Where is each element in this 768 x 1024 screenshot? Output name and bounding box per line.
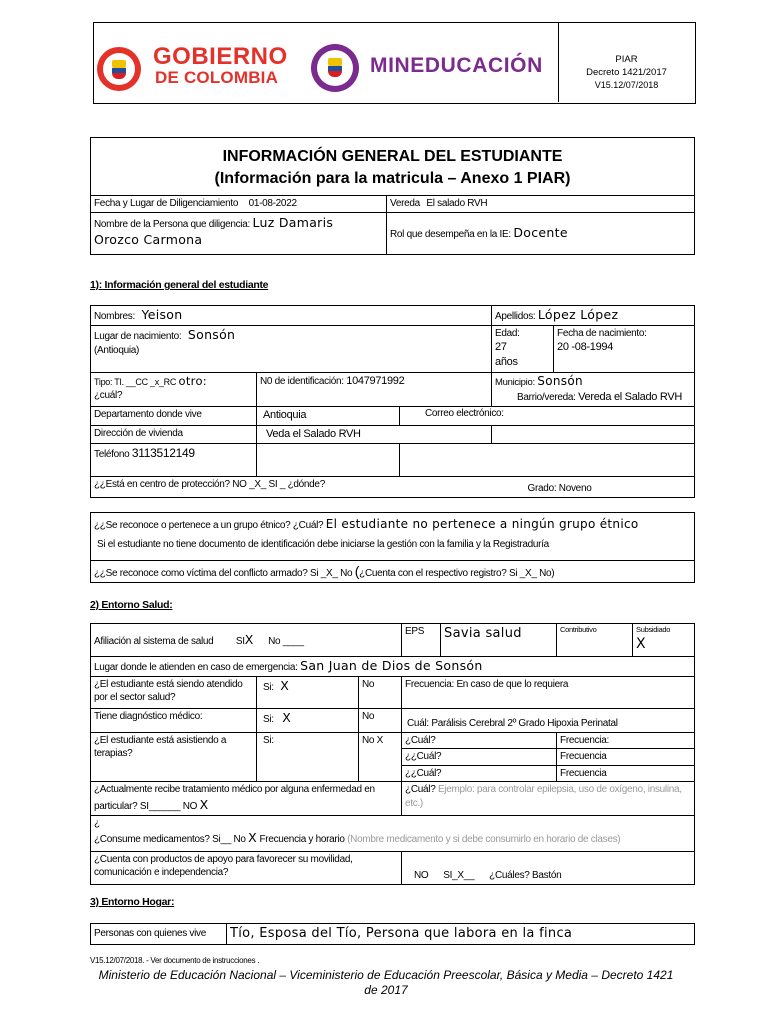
diag-q: Tiene diagnóstico médico:: [94, 710, 203, 722]
telefono-label: Teléfono: [94, 448, 130, 460]
fecha-label: Fecha y Lugar de Diligenciamiento: [94, 198, 239, 209]
personas-label-cell: [91, 924, 227, 945]
depto-value[interactable]: Antioquia: [263, 408, 307, 421]
apellidos-cell: [492, 306, 695, 326]
terapias-si-cell[interactable]: [257, 732, 359, 782]
min-seal-icon: [311, 44, 359, 92]
direccion-label-cell: [91, 425, 257, 443]
footer-version[interactable]: V15.12/07/2018. - Ver documento de instrucciones .: [90, 956, 260, 965]
subsidiado-cell[interactable]: [633, 624, 695, 657]
diag-cual-cell: [402, 708, 695, 732]
persona-value-2[interactable]: Orozco Carmona: [94, 231, 203, 247]
proteccion-cell: [91, 476, 492, 497]
victima-paren: (: [354, 563, 360, 580]
terapias-freq-3-cell[interactable]: [557, 765, 695, 782]
direccion-label: Dirección de vivienda: [94, 427, 183, 439]
terapias-freq-1: Frecuencia:: [560, 734, 609, 746]
terapias-cual-3-cell[interactable]: [402, 765, 557, 782]
doc-decree: Decreto 1421/2017: [586, 67, 667, 78]
vereda-label: Vereda: [390, 198, 420, 209]
telefono-empty: [400, 443, 695, 476]
min-name: MINEDUCACIÓN: [370, 54, 543, 77]
atendido-si: Si:: [263, 681, 274, 693]
lugar-nac-cell: [91, 325, 492, 372]
meds-x[interactable]: X: [248, 830, 257, 846]
afiliacion-si: SI: [235, 635, 245, 647]
depto-label-cell: [91, 406, 257, 425]
emergencia-value[interactable]: San Juan de Dios de Sonsón: [300, 658, 483, 673]
apoyo-q-cell: [91, 851, 402, 884]
afiliacion-x[interactable]: X: [244, 631, 254, 647]
terapias-freq-1-cell[interactable]: [557, 732, 695, 749]
tratamiento-q-cell: [91, 782, 402, 815]
persona-cell: [91, 213, 387, 255]
correo-label: Correo electrónico:: [425, 407, 504, 419]
terapias-cual-1: ¿Cuál?: [405, 734, 436, 746]
fecha-nac-cell: [554, 325, 695, 372]
fecha-cell: [91, 196, 387, 213]
afiliacion-cell: [91, 624, 402, 657]
eps-value-cell: [441, 624, 557, 657]
meds-cell: [91, 815, 695, 851]
terapias-no: No X: [362, 734, 384, 746]
edad-unit: años: [495, 356, 518, 369]
fecha-nac-label: Fecha de nacimiento:: [557, 327, 647, 339]
section3-heading: 3) Entorno Hogar:: [90, 896, 175, 908]
diag-si: Si:: [263, 713, 274, 725]
section2-table: [90, 623, 695, 885]
atendido-q-cell: [91, 676, 257, 708]
persona-label: Nombre de la Persona que diligencia:: [94, 219, 250, 230]
edad-label: Edad:: [495, 327, 520, 339]
emergencia-label: Lugar donde le atienden en caso de emergencia:: [94, 662, 298, 673]
diag-si-cell[interactable]: [257, 708, 359, 732]
atendido-no: No: [362, 678, 375, 690]
terapias-cual-2-cell[interactable]: [402, 749, 557, 766]
personas-value[interactable]: Tío, Esposa del Tío, Persona que labora en la finca: [230, 926, 573, 942]
personas-label: Personas con quienes vive: [94, 928, 207, 940]
vereda-value[interactable]: El salado RVH: [426, 198, 488, 209]
personas-value-cell: [227, 924, 695, 945]
title-table: [90, 137, 695, 255]
footer-ministerio: Ministerio de Educación Nacional – Viceministerio de Educación Preescolar, Básica y Media – Decreto 1421 de 2017: [98, 968, 674, 997]
section3-table: [90, 923, 695, 945]
terapias-freq-2: Frecuencia: [560, 751, 607, 763]
afiliacion-label: Afiliación al sistema de salud: [94, 635, 214, 647]
proteccion-q[interactable]: ¿¿Está en centro de protección? NO _X_ SI _ ¿dónde?: [94, 478, 325, 490]
meds-q1: ¿: [94, 817, 100, 829]
telefono-mid: [257, 443, 400, 476]
persona-value-1[interactable]: Luz Damaris: [252, 215, 334, 230]
terapias-freq-2-cell[interactable]: [557, 749, 695, 766]
diag-no: No: [362, 710, 375, 722]
tipo-cual: ¿cuál?: [94, 390, 123, 402]
terapias-q-cell: [91, 732, 257, 782]
subsidiado-label: Subsidiado: [636, 625, 671, 634]
etnico-a[interactable]: El estudiante no pertenece a ningún grupo étnico: [325, 517, 639, 531]
municipio-label: Municipio:: [495, 376, 535, 388]
meds-hint[interactable]: (Nombre medicamento y si debe consumirlo en horario de clases): [347, 834, 621, 846]
emergencia-cell: [91, 657, 695, 677]
nombres-value[interactable]: Yeison: [141, 307, 183, 322]
atendido-q: ¿El estudiante está siendo atendido por el sector salud?: [94, 678, 243, 704]
etnico-table: [90, 512, 695, 583]
id-label: N0 de identificación:: [260, 375, 344, 387]
rol-label: Rol que desempeña en la IE:: [390, 229, 511, 241]
doc-note: Si el estudiante no tiene documento de identificación debe iniciarse la gestión con la familia y la Registraduría: [97, 538, 549, 550]
apoyo-a-cell: [402, 851, 695, 884]
gov-seal-icon: [97, 47, 141, 91]
apoyo-a[interactable]: NO SI_X__ ¿Cuáles? Bastón: [414, 870, 562, 882]
rol-cell: [387, 213, 695, 255]
victima-reg[interactable]: ¿Cuenta con el respectivo registro? Si _X_ No): [359, 568, 555, 580]
correo-cell: [400, 406, 695, 425]
victima-cell: [91, 561, 695, 583]
rol-value[interactable]: Docente: [513, 225, 568, 241]
meds-freq: Frecuencia y horario: [259, 834, 345, 846]
eps-value[interactable]: Savia salud: [444, 626, 522, 641]
tipo-label: Tipo: TI. __CC _x_RC: [94, 376, 177, 387]
municipio-cell: [492, 372, 695, 406]
nombres-cell: [91, 306, 492, 326]
subsidiado-x[interactable]: X: [636, 636, 646, 653]
lugar-nac-dep[interactable]: (Antioquia): [94, 344, 140, 356]
id-cell: [257, 372, 492, 406]
nombres-label: Nombres:: [94, 311, 135, 322]
terapias-freq-3: Frecuencia: [560, 767, 607, 779]
gov-name-line1: GOBIERNO: [153, 43, 288, 70]
atendido-no-cell[interactable]: [359, 676, 402, 708]
contributivo-cell[interactable]: [557, 624, 633, 657]
tratamiento-cual-cell: [402, 782, 695, 815]
doc-code: PIAR: [615, 54, 638, 65]
apellidos-value[interactable]: López López: [537, 307, 619, 322]
doc-version: V15.12/07/2018: [594, 80, 659, 90]
telefono-cell: [91, 443, 257, 476]
section1-table: [90, 305, 695, 498]
fecha-value[interactable]: 01-08-2022: [248, 198, 297, 209]
eps-label-cell: [402, 624, 441, 657]
apellidos-label: Apellidos:: [495, 311, 536, 322]
diag-q-cell: [91, 708, 257, 732]
etnico-cell: [91, 513, 695, 561]
tratamiento-q[interactable]: ¿Actualmente recibe tratamiento médico por alguna enfermedad en particular? SI______ NO: [94, 784, 375, 812]
vereda-cell: [387, 196, 695, 213]
terapias-q: ¿El estudiante está asistiendo a terapias?: [94, 734, 227, 760]
diag-cual[interactable]: Cuál: Parálisis Cerebral 2º Grado Hipoxia Perinatal: [407, 718, 618, 730]
lugar-nac-label: Lugar de nacimiento:: [94, 330, 182, 342]
tratamiento-ejemplo[interactable]: Ejemplo: para controlar epilepsia, uso de oxígeno, insulina, etc.): [405, 784, 682, 809]
etnico-q: ¿¿Se reconoce o pertenece a un grupo étnico? ¿Cuál?: [94, 520, 324, 531]
meds-q2[interactable]: ¿Consume medicamentos? Si__ No: [94, 834, 246, 846]
tratamiento-cual: ¿Cuál?: [405, 784, 436, 796]
atendido-freq-cell: [402, 676, 695, 708]
grado-cell: [492, 476, 695, 497]
afiliacion-no[interactable]: No ____: [268, 635, 304, 647]
lugar-nac-value[interactable]: Sonsón: [187, 326, 236, 342]
terapias-no-cell[interactable]: [359, 732, 402, 782]
depto-label: Departamento donde vive: [94, 408, 202, 420]
grado-value[interactable]: Noveno: [558, 483, 592, 495]
municipio-value[interactable]: Sonsón: [537, 373, 583, 388]
atendido-freq[interactable]: Frecuencia: En caso de que lo requiera: [405, 678, 569, 690]
atendido-x[interactable]: X: [280, 677, 290, 693]
edad-value[interactable]: 27: [495, 341, 507, 354]
tipo-otro[interactable]: otro:: [178, 373, 207, 388]
page-subtitle: (Información para la matricula – Anexo 1 PIAR): [214, 169, 571, 187]
direccion-empty: [492, 425, 695, 443]
victima-q[interactable]: ¿¿Se reconoce como víctima del conflicto armado? Si _X_ No: [94, 568, 353, 580]
id-value[interactable]: 1047971992: [346, 374, 405, 387]
title-cell: [91, 138, 695, 196]
depto-value-cell: [257, 406, 400, 425]
diag-no-cell[interactable]: [359, 708, 402, 732]
contributivo-label: Contributivo: [560, 625, 597, 634]
grado-label: Grado:: [527, 483, 557, 495]
terapias-cual-1-cell[interactable]: [402, 732, 557, 749]
section1-heading: 1): Información general del estudiante: [90, 279, 269, 291]
page-title: INFORMACIÓN GENERAL DEL ESTUDIANTE: [222, 147, 563, 165]
tipo-cell: [91, 372, 257, 406]
atendido-si-cell[interactable]: [257, 676, 359, 708]
tratamiento-x[interactable]: X: [199, 796, 209, 812]
terapias-cual-3: ¿¿Cuál?: [405, 767, 442, 779]
direccion-value-cell: [257, 425, 492, 443]
terapias-si: Si:: [263, 734, 274, 746]
gov-name-line2: DE COLOMBIA: [155, 68, 279, 87]
apoyo-q: ¿Cuenta con productos de apoyo para favorecer su movilidad, comunicación e independencia?: [94, 853, 353, 879]
terapias-cual-2: ¿¿Cuál?: [405, 751, 442, 763]
eps-label: EPS: [405, 626, 425, 637]
fecha-nac-value[interactable]: 20 -08-1994: [557, 341, 614, 354]
edad-cell: [492, 325, 554, 372]
barrio-label: Barrio/vereda:: [517, 391, 576, 403]
section2-heading: 2) Entorno Salud:: [90, 599, 173, 611]
direccion-value[interactable]: Veda el Salado RVH: [266, 427, 361, 440]
diag-x[interactable]: X: [282, 709, 292, 725]
barrio-value[interactable]: Vereda el Salado RVH: [578, 390, 682, 403]
telefono-value[interactable]: 3113512149: [131, 445, 195, 460]
